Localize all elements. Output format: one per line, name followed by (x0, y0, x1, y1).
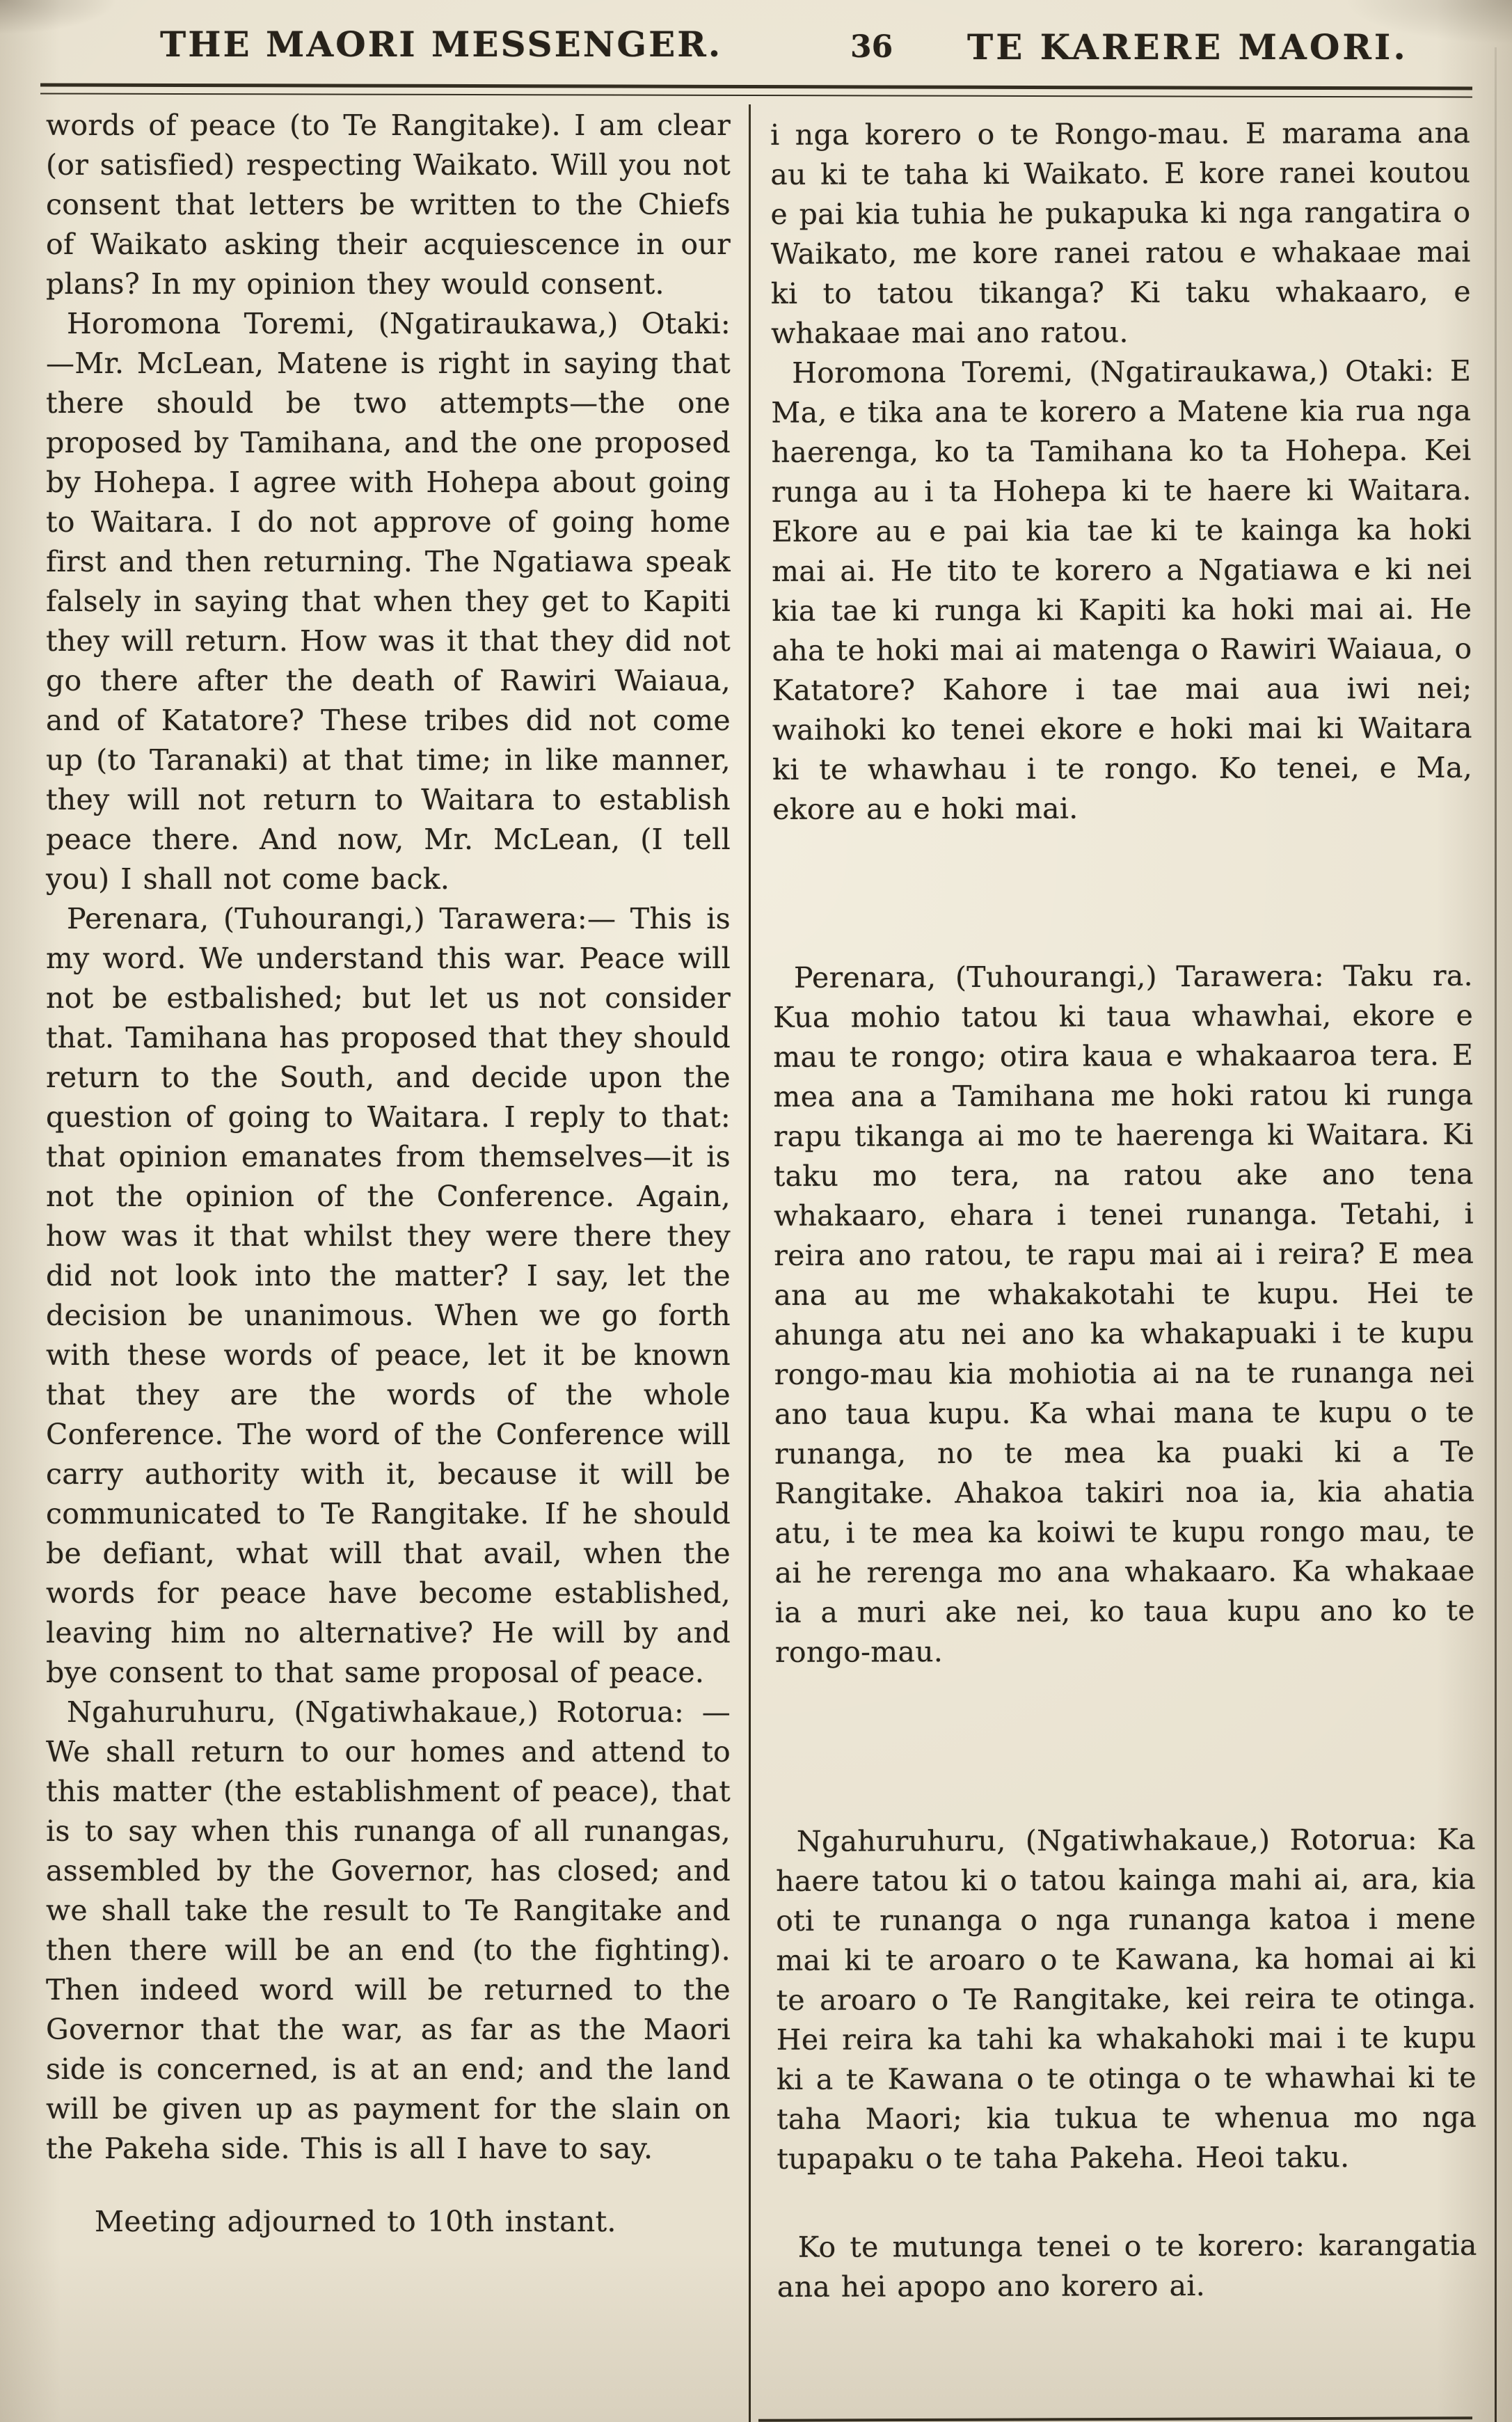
english-column (43, 104, 749, 2422)
page-number: 36 (850, 29, 893, 65)
maori-column (751, 102, 1480, 2422)
paragraph-maori-ngahuruhuru: Ngahuruhuru, (Ngatiwhakaue,) Rotorua: Ka haere tatou ki o tatou kainga mahi ai, ara, kia oti te runanga o nga runanga katoa i mene mai ki te aroaro o te Kawana, ka homai ai ki te aroaro o Te Rangitake, kei reira te otinga. Hei reira ka tahi ka whakahoki mai i te kupu ki a te Kawana o te otinga o te whawhai ki te taha Maori; kia tukua te whenua mo nga tupapaku o te taha Pakeha. Heoi taku. (775, 1822, 1477, 2176)
paragraph-maori-perenara: Perenara, (Tuhourangi,) Tarawera: Taku ra. Kua mohio tatou ki taua whawhai, ekore e mau te rongo; otira kaua e whakaaroa tera. E mea ana a Tamihana me hoki ratou ki runga rapu tikanga ai mo te haerenga ki Waitara. Ki taku mo tera, na ratou ake ano tena whakaaro, ehara i tenei runanga. Tetahi, i reira ano ratou, te rapu mai ai i reira? E mea ana au me whakakotahi te kupu. Hei te ahunga atu nei ano ka whakapuaki i te kupu rongo-mau kia mohiotia ai na te runanga nei ano taua kupu. Ka whai mana te kupu o te runanga, no te mea ka puaki ki a Te Rangitake. Ahakoa takiri noa ia, kia ahatia atu, i te mea ka koiwi te kupu rongo mau, te ai he rerenga mo ana whakaaro. Ka whakaae ia a muri ake nei, ko taua kupu ano ko te rongo-mau. (773, 958, 1475, 1669)
meeting-adjourned-note: Meeting adjourned to 10th instant. (95, 2205, 616, 2238)
paragraph-english-perenara: Perenara, (Tuhourangi,) Tarawera:— This is my word. We understand this war. Peace will not be estbalished; but let us not consider that. Tamihana has proposed that they should return to the South, and decide upon the question of going to Waitara. I reply to that: that opinion emanates from themselves—it is not the opinion of the Conference. Again, how was it that whilst they were there they did not look into the matter? I say, let the decision be unanimous. When we go forth with these words of peace, let it be known that they are the words of the whole Conference. The word of the Conference will carry authority with it, because it will be communicated to Te Rangitake. If he should be defiant, what will that avail, when the words for peace have become established, leaving him no alternative? He will by and bye consent to that same proposal of peace. (46, 902, 731, 1689)
masthead-left-title: THE MAORI MESSENGER. (160, 24, 723, 65)
paragraph-english-ngahuruhuru: Ngahuruhuru, (Ngatiwhakaue,) Rotorua: —We shall return to our homes and attend to this matter (the establishment of peace), that is to say when this runanga of all runangas, assembled by the Governor, has closed; and we shall take the result to Te Rangitake and then there will be an end (to the fighting). Then indeed word will be returned to the Governor that the war, as far as the Maori side is concerned, is at an end; and the land will be given up as payment for the slain on the Pakeha side. This is all I have to say. (46, 1695, 731, 2165)
page-columns (43, 104, 1477, 2422)
paragraph-maori-continuation: i nga korero o te Rongo-mau. E marama ana au ki te taha ki Waikato. E kore ranei koutou e pai kia tuhia he pukapuka ki nga rangatira o Waikato, me kore ranei ratou e whakaae mai ki to tatou tikanga? Ki taku whakaaro, e whakaae mai ano ratou. (770, 116, 1471, 350)
paragraph-english-continuation: words of peace (to Te Rangitake). I am clear (or satisfied) respecting Waikato. Will you not consent that letters be written to the Chiefs of Waikato asking their acquiescence in our plans? In my opinion they would consent. (46, 109, 731, 301)
masthead-right-title: TE KARERE MAORI. (967, 26, 1408, 68)
paragraph-maori-closing-note: Ko te mutunga tenei o te korero: karangatia ana hei apopo ano korero ai. (777, 2228, 1477, 2304)
paragraph-maori-horomona-toremi: Horomona Toremi, (Ngatiraukawa,) Otaki: E Ma, e tika ana te korero a Matene kia rua nga haerenga, ko ta Tamihana ko ta Hohepa. Kei runga au i ta Hohepa ki te haere ki Waitara. Ekore au e pai kia tae ki te kainga ka hoki mai ai. He tito te korero a Ngatiawa e ki nei kia tae ki runga ki Kapiti ka hoki mai ai. He aha te hoki mai ai matenga o Rawiri Waiaua, o Katatore? Kahore i tae mai aua iwi nei; waihoki ko tenei ekore e hoki mai ki Waitara ki te whawhau i te rongo. Ko tenei, e Ma, ekore au e hoki mai. (771, 354, 1473, 826)
page-edge-line (1495, 47, 1497, 2422)
column-divider-rule (749, 104, 751, 2422)
header-double-rule (40, 83, 1472, 97)
paragraph-english-horomona-toremi: Horomona Toremi, (Ngatiraukawa,) Otaki: —Mr. McLean, Matene is right in saying that there should be two attempts—the one proposed by Tamihana, and the one proposed by Hohepa. I agree with Hohepa about going to Waitara. I do not approve of going home first and then returning. The Ngatiawa speak falsely in saying that when they get to Kapiti they will return. How was it that they did not go there after the death of Rawiri Waiaua, and of Katatore? These tribes did not come up (to Taranaki) at that time; in like manner, they will not return to Waitara to establish peace there. And now, Mr. McLean, (I tell you) I shall not come back. (46, 307, 731, 896)
